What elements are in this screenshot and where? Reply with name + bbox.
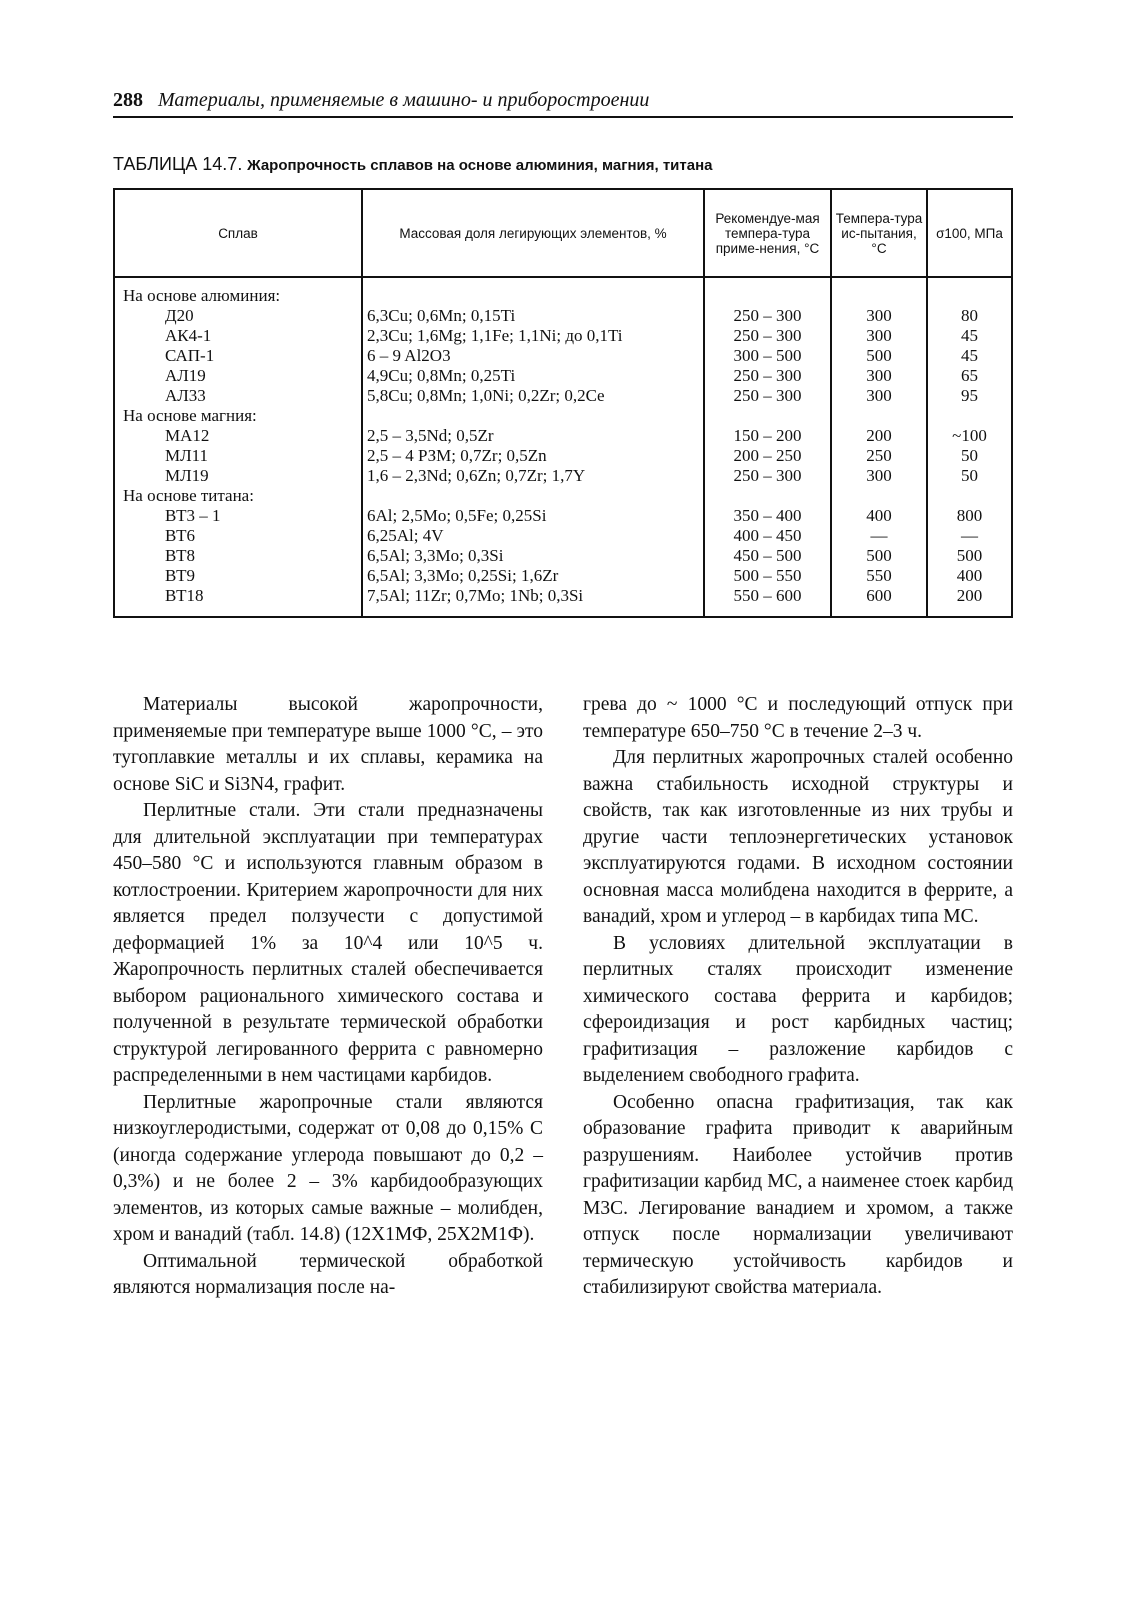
cell-elements: 2,5 – 4 РЗМ; 0,7Zr; 0,5Zn bbox=[362, 446, 704, 466]
cell-alloy: ВТ9 bbox=[114, 566, 362, 586]
text-column-right bbox=[583, 692, 1013, 1302]
cell-alloy: АЛ33 bbox=[114, 386, 362, 406]
col-header-alloy: Сплав bbox=[114, 189, 362, 277]
cell-test-temp: 400 bbox=[831, 506, 927, 526]
cell-sigma: 500 bbox=[927, 546, 1012, 566]
cell-sigma: ~100 bbox=[927, 426, 1012, 446]
cell-sigma: 50 bbox=[927, 446, 1012, 466]
cell-alloy: САП-1 bbox=[114, 346, 362, 366]
cell-rec-temp: 550 – 600 bbox=[704, 586, 831, 617]
cell-alloy: МЛ11 bbox=[114, 446, 362, 466]
table-row bbox=[114, 506, 1012, 526]
cell-test-temp bbox=[831, 277, 927, 306]
cell-test-temp: 500 bbox=[831, 346, 927, 366]
table-number: ТАБЛИЦА 14.7. bbox=[113, 154, 243, 174]
cell-alloy: ВТ18 bbox=[114, 586, 362, 617]
cell-rec-temp: 400 – 450 bbox=[704, 526, 831, 546]
page-number: 288 bbox=[113, 89, 143, 111]
cell-test-temp: 300 bbox=[831, 466, 927, 486]
table-row bbox=[114, 306, 1012, 326]
table-row bbox=[114, 346, 1012, 366]
cell-sigma: 45 bbox=[927, 326, 1012, 346]
text-column-left bbox=[113, 692, 543, 1302]
cell-rec-temp: 500 – 550 bbox=[704, 566, 831, 586]
cell-elements: 6 – 9 Al2O3 bbox=[362, 346, 704, 366]
cell-test-temp: 300 bbox=[831, 386, 927, 406]
cell-elements: 6Al; 2,5Mo; 0,5Fe; 0,25Si bbox=[362, 506, 704, 526]
cell-elements: 2,5 – 3,5Nd; 0,5Zr bbox=[362, 426, 704, 446]
cell-sigma: 45 bbox=[927, 346, 1012, 366]
cell-elements bbox=[362, 406, 704, 426]
running-title: Материалы, применяемые в машино- и приборостроении bbox=[158, 89, 650, 111]
cell-test-temp: 300 bbox=[831, 326, 927, 346]
cell-alloy: На основе алюминия: bbox=[114, 277, 362, 306]
paragraph: В условиях длительной эксплуатации в перлитных сталях происходит изменение химического состава феррита и карбидов; сфероидизация и рост карбидных частиц; графитизация – разложение карбидов с выделением свободного графита. bbox=[583, 932, 1013, 1086]
cell-sigma bbox=[927, 277, 1012, 306]
table-row bbox=[114, 586, 1012, 617]
cell-elements: 5,8Cu; 0,8Mn; 1,0Ni; 0,2Zr; 0,2Ce bbox=[362, 386, 704, 406]
cell-alloy: ВТ6 bbox=[114, 526, 362, 546]
table-row bbox=[114, 546, 1012, 566]
cell-test-temp bbox=[831, 486, 927, 506]
cell-elements bbox=[362, 277, 704, 306]
table-row bbox=[114, 526, 1012, 546]
table-caption bbox=[113, 152, 1013, 178]
table-row bbox=[114, 566, 1012, 586]
cell-rec-temp: 250 – 300 bbox=[704, 326, 831, 346]
table-row bbox=[114, 466, 1012, 486]
col-header-elements: Массовая доля легирующих элементов, % bbox=[362, 189, 704, 277]
cell-test-temp: 550 bbox=[831, 566, 927, 586]
cell-elements: 4,9Cu; 0,8Mn; 0,25Ti bbox=[362, 366, 704, 386]
paragraph: Материалы высокой жаропрочности, применяемые при температуре выше 1000 °С, – это тугоплавкие металлы и их сплавы, керамика на основе SiC и Si3N4, графит. bbox=[113, 694, 543, 795]
cell-elements: 6,5Al; 3,3Mo; 0,25Si; 1,6Zr bbox=[362, 566, 704, 586]
table-header-row bbox=[114, 189, 1012, 277]
cell-elements: 6,25Al; 4V bbox=[362, 526, 704, 546]
table-row bbox=[114, 426, 1012, 446]
paragraph: Оптимальной термической обработкой являются нормализация после на- bbox=[113, 1250, 543, 1298]
alloy-table bbox=[113, 188, 1013, 618]
cell-sigma bbox=[927, 406, 1012, 426]
cell-rec-temp: 150 – 200 bbox=[704, 426, 831, 446]
running-header bbox=[113, 88, 1013, 118]
table-body bbox=[114, 277, 1012, 617]
cell-test-temp bbox=[831, 406, 927, 426]
cell-alloy: МЛ19 bbox=[114, 466, 362, 486]
cell-rec-temp: 350 – 400 bbox=[704, 506, 831, 526]
cell-test-temp: 300 bbox=[831, 306, 927, 326]
table-group-row bbox=[114, 277, 1012, 306]
cell-sigma: 400 bbox=[927, 566, 1012, 586]
cell-sigma: 200 bbox=[927, 586, 1012, 617]
table-group-row bbox=[114, 406, 1012, 426]
cell-rec-temp: 300 – 500 bbox=[704, 346, 831, 366]
cell-elements: 2,3Cu; 1,6Mg; 1,1Fe; 1,1Ni; до 0,1Ti bbox=[362, 326, 704, 346]
cell-sigma: 95 bbox=[927, 386, 1012, 406]
cell-rec-temp bbox=[704, 406, 831, 426]
paragraph: грева до ~ 1000 °С и последующий отпуск при температуре 650–750 °С в течение 2–3 ч. bbox=[583, 694, 1013, 742]
table-row bbox=[114, 326, 1012, 346]
cell-rec-temp: 200 – 250 bbox=[704, 446, 831, 466]
paragraph: Перлитные жаропрочные стали являются низкоуглеродистыми, содержат от 0,08 до 0,15% С (иногда содержание углерода повышают до 0,2 – 0,3%) и не более 2 – 3% карбидообразующих элементов, из которых самые важные – молибден, хром и ванадий (табл. 14.8) (12Х1МФ, 25Х2М1Ф). bbox=[113, 1091, 543, 1245]
cell-rec-temp: 250 – 300 bbox=[704, 306, 831, 326]
paragraph: Перлитные стали. Эти стали предназначены для длительной эксплуатации при температурах 450–580 °С и используются главным образом в котлостроении. Критерием жаропрочности для них является предел ползучести с допустимой деформацией 1% за 10^4 или 10^5 ч. Жаропрочность перлитных сталей обеспечивается выбором рационального химического состава и полученной в результате термической обработки структурой легированного феррита с равномерно распределенными в нем частицами карбидов. bbox=[113, 800, 543, 1086]
cell-elements: 6,3Cu; 0,6Mn; 0,15Ti bbox=[362, 306, 704, 326]
cell-alloy: АК4-1 bbox=[114, 326, 362, 346]
table-group-row bbox=[114, 486, 1012, 506]
cell-alloy: На основе магния: bbox=[114, 406, 362, 426]
cell-test-temp: 600 bbox=[831, 586, 927, 617]
table-title: Жаропрочность сплавов на основе алюминия, магния, титана bbox=[247, 157, 713, 174]
cell-test-temp: 500 bbox=[831, 546, 927, 566]
col-header-sigma: σ100, МПа bbox=[927, 189, 1012, 277]
cell-test-temp: 250 bbox=[831, 446, 927, 466]
table-row bbox=[114, 386, 1012, 406]
cell-rec-temp: 250 – 300 bbox=[704, 366, 831, 386]
cell-alloy: МА12 bbox=[114, 426, 362, 446]
cell-sigma: 80 bbox=[927, 306, 1012, 326]
cell-test-temp: 300 bbox=[831, 366, 927, 386]
cell-elements: 1,6 – 2,3Nd; 0,6Zn; 0,7Zr; 1,7Y bbox=[362, 466, 704, 486]
cell-elements: 6,5Al; 3,3Mo; 0,3Si bbox=[362, 546, 704, 566]
cell-rec-temp: 250 – 300 bbox=[704, 466, 831, 486]
cell-test-temp: — bbox=[831, 526, 927, 546]
cell-test-temp: 200 bbox=[831, 426, 927, 446]
cell-sigma bbox=[927, 486, 1012, 506]
cell-rec-temp: 450 – 500 bbox=[704, 546, 831, 566]
cell-sigma: 800 bbox=[927, 506, 1012, 526]
cell-rec-temp bbox=[704, 486, 831, 506]
table-row bbox=[114, 446, 1012, 466]
col-header-test-temp: Темпера-тура ис-пытания, °С bbox=[831, 189, 927, 277]
cell-sigma: — bbox=[927, 526, 1012, 546]
cell-alloy: АЛ19 bbox=[114, 366, 362, 386]
paragraph: Особенно опасна графитизация, так как образование графита приводит к аварийным разрушениям. Наиболее устойчив против графитизации карбид МС, а наименее стоек карбид М3С. Легирование ванадием и хромом, а также отпуск после нормализации увеличивают термическую устойчивость карбидов и стабилизируют свойства материала. bbox=[583, 1091, 1013, 1298]
cell-rec-temp: 250 – 300 bbox=[704, 386, 831, 406]
paragraph: Для перлитных жаропрочных сталей особенно важна стабильность исходной структуры и свойств, так как изготовленные из них трубы и другие части теплоэнергетических установок эксплуатируются годами. В исходном состоянии основная масса молибдена находится в феррите, а ванадий, хром и углерод – в карбидах типа МС. bbox=[583, 747, 1013, 927]
cell-rec-temp bbox=[704, 277, 831, 306]
cell-sigma: 65 bbox=[927, 366, 1012, 386]
cell-alloy: Д20 bbox=[114, 306, 362, 326]
col-header-rec-temp: Рекомендуе-мая темпера-тура приме-нения, °С bbox=[704, 189, 831, 277]
table-row bbox=[114, 366, 1012, 386]
cell-alloy: ВТ8 bbox=[114, 546, 362, 566]
cell-elements: 7,5Al; 11Zr; 0,7Mo; 1Nb; 0,3Si bbox=[362, 586, 704, 617]
cell-sigma: 50 bbox=[927, 466, 1012, 486]
cell-elements bbox=[362, 486, 704, 506]
cell-alloy: ВТ3 – 1 bbox=[114, 506, 362, 526]
cell-alloy: На основе титана: bbox=[114, 486, 362, 506]
